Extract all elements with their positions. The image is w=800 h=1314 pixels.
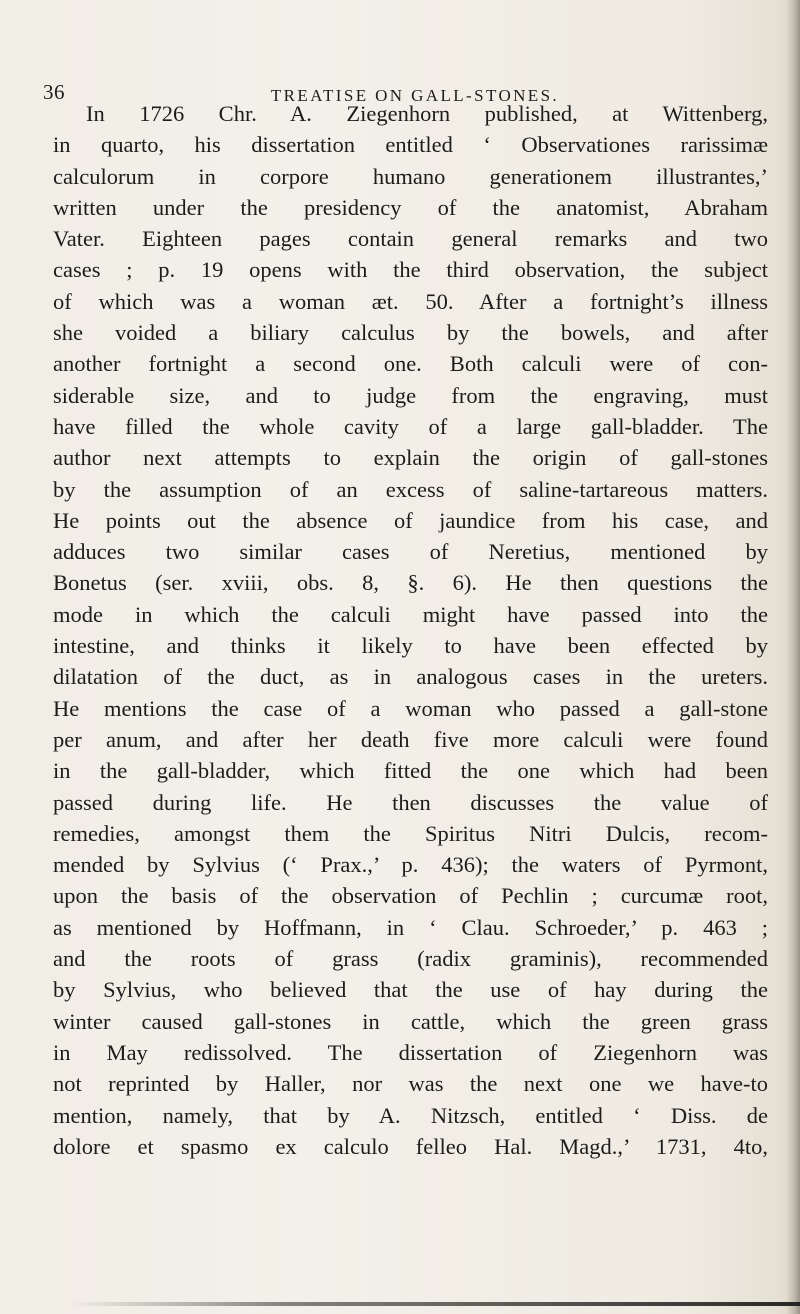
running-head: TREATISE ON GALL-STONES. bbox=[270, 86, 560, 105]
text-line: and the roots of grass (radix graminis), recommended bbox=[53, 946, 768, 972]
text-line: in the gall-bladder, which fitted the one which had been bbox=[53, 758, 768, 784]
text-line: He mentions the case of a woman who passed a gall-stone bbox=[53, 695, 768, 721]
page-edge-shadow bbox=[786, 0, 800, 1314]
text-line: intestine, and thinks it likely to have been effected by bbox=[53, 633, 768, 659]
text-line: by Sylvius, who believed that the use of hay during the bbox=[53, 977, 768, 1003]
text-line: not reprinted by Haller, nor was the next one we have-to bbox=[53, 1071, 768, 1097]
text-line: author next attempts to explain the origin of gall-stones bbox=[53, 445, 768, 471]
text-line: Bonetus (ser. xviii, obs. 8, §. 6). He then questions the bbox=[53, 570, 768, 596]
text-line: adduces two similar cases of Neretius, mentioned by bbox=[53, 539, 768, 565]
text-line: dolore et spasmo ex calculo felleo Hal. Magd.,’ 1731, 4to, bbox=[53, 1133, 768, 1159]
text-line: have filled the whole cavity of a large gall-bladder. The bbox=[53, 413, 768, 439]
text-line: in May redissolved. The dissertation of Ziegenhorn was bbox=[53, 1039, 768, 1065]
text-line: of which was a woman æt. 50. After a fortnight’s illness bbox=[53, 288, 768, 314]
body-text bbox=[53, 98, 768, 1162]
text-line: as mentioned by Hoffmann, in ‘ Clau. Schroeder,’ p. 463 ; bbox=[53, 914, 768, 940]
text-line: winter caused gall-stones in cattle, which the green grass bbox=[53, 1008, 768, 1034]
text-line: Vater. Eighteen pages contain general remarks and two bbox=[53, 226, 768, 252]
text-line: another fortnight a second one. Both calculi were of con- bbox=[53, 351, 768, 377]
text-line: upon the basis of the observation of Pechlin ; curcumæ root, bbox=[53, 883, 768, 909]
text-line: mended by Sylvius (‘ Prax.,’ p. 436); the waters of Pyrmont, bbox=[53, 852, 768, 878]
text-line: in quarto, his dissertation entitled ‘ Observationes rarissimæ bbox=[53, 132, 768, 158]
text-line: written under the presidency of the anatomist, Abraham bbox=[53, 194, 768, 220]
text-line: dilatation of the duct, as in analogous cases in the ureters. bbox=[53, 664, 768, 690]
text-line: calculorum in corpore humano generationem illustrantes,’ bbox=[53, 163, 768, 189]
text-line: In 1726 Chr. A. Ziegenhorn published, at Wittenberg, bbox=[86, 101, 768, 126]
text-line: remedies, amongst them the Spiritus Nitri Dulcis, recom- bbox=[53, 820, 768, 846]
page-number: 36 bbox=[43, 80, 65, 104]
text-line: He points out the absence of jaundice from his case, and bbox=[53, 507, 768, 533]
text-line: siderable size, and to judge from the engraving, must bbox=[53, 382, 768, 408]
bottom-edge-shadow bbox=[70, 1302, 800, 1306]
text-line: cases ; p. 19 opens with the third observation, the subject bbox=[53, 257, 768, 283]
text-line: by the assumption of an excess of saline-tartareous matters. bbox=[53, 476, 768, 502]
text-line: mention, namely, that by A. Nitzsch, entitled ‘ Diss. de bbox=[53, 1102, 768, 1128]
text-line: mode in which the calculi might have passed into the bbox=[53, 601, 768, 627]
text-line: per anum, and after her death five more calculi were found bbox=[53, 726, 768, 752]
text-line: she voided a biliary calculus by the bowels, and after bbox=[53, 320, 768, 346]
text-line: passed during life. He then discusses the value of bbox=[53, 789, 768, 815]
